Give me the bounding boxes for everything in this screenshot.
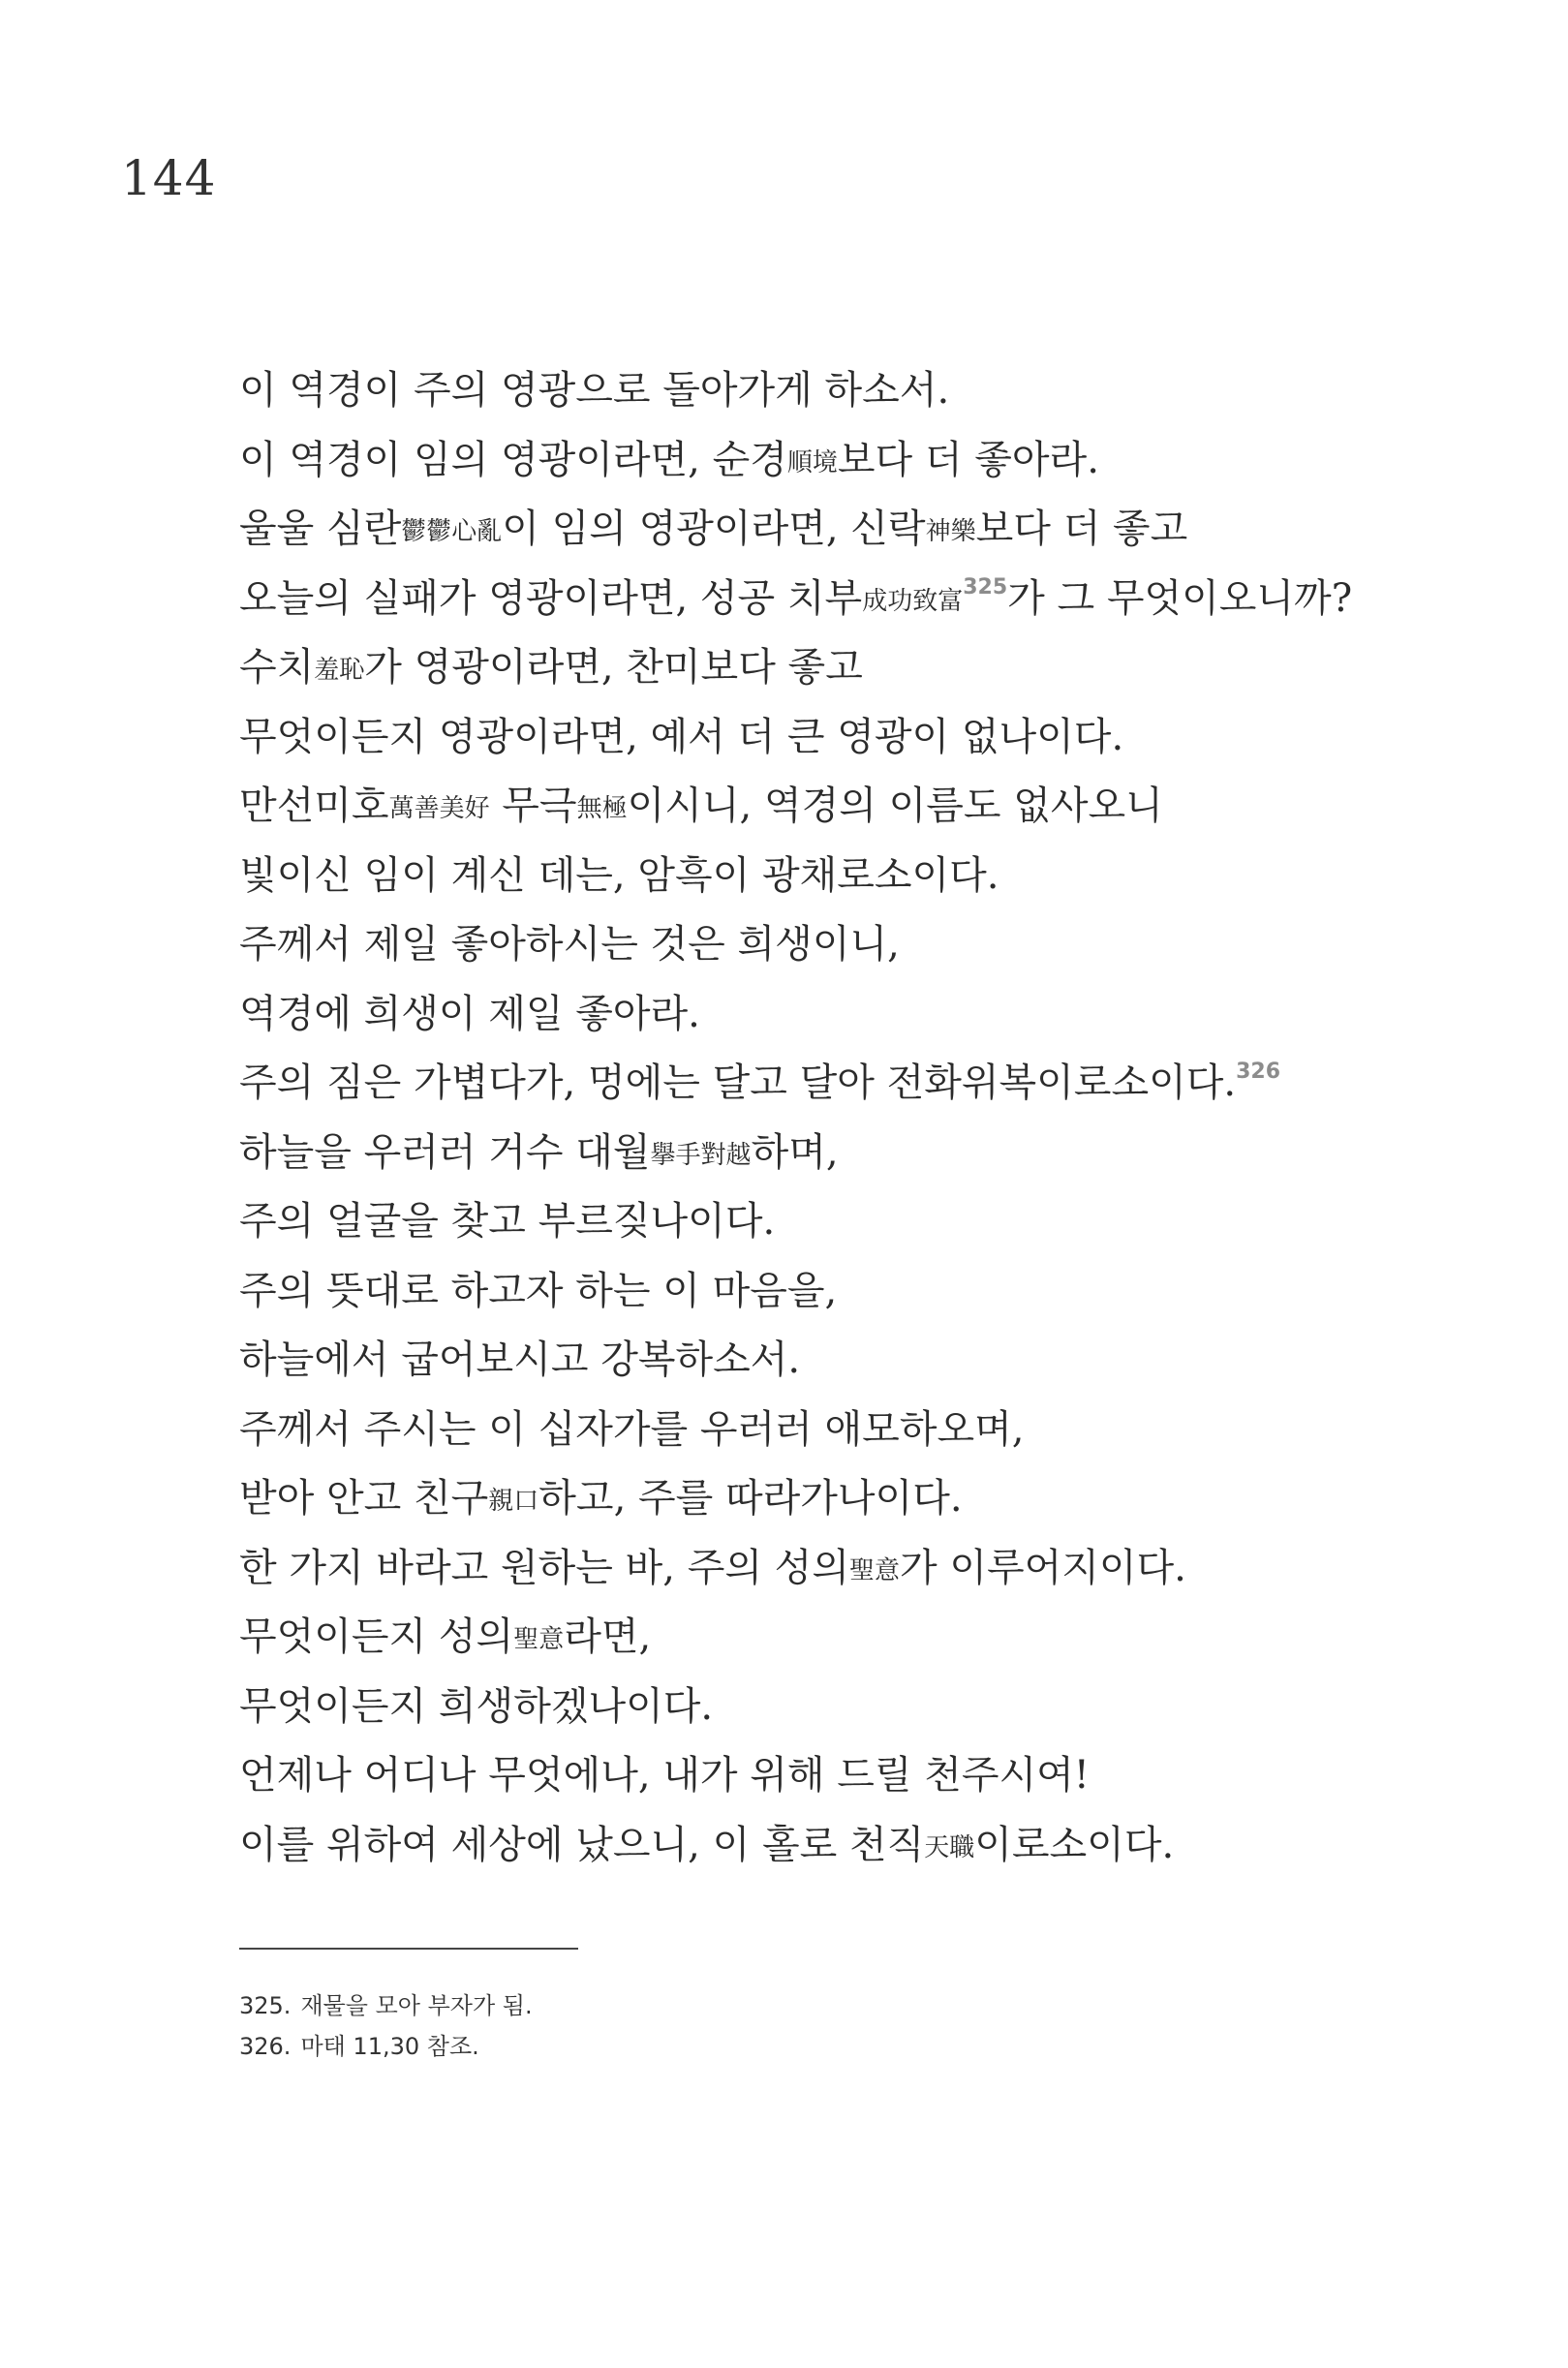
hanja-gloss: 聖意: [848, 1555, 900, 1585]
line-text: 무엇이든지 성의: [239, 1615, 514, 1659]
poem-line: [239, 1811, 1401, 1881]
line-text: 하며,: [751, 1129, 839, 1175]
line-text: 한 가지 바라고 원하는 바, 주의 성의: [239, 1545, 849, 1590]
poem-line: [239, 1396, 1401, 1465]
hanja-gloss: 成功致富: [862, 586, 964, 616]
footnote-text: 마태 11,30 참조.: [300, 2033, 479, 2060]
hanja-gloss: 擧手對越: [650, 1140, 752, 1170]
line-text: 이로소이다.: [974, 1822, 1175, 1867]
line-text: 보다 더 좋아라.: [837, 437, 1099, 482]
line-text: 무극: [489, 784, 577, 828]
poem-line: [239, 910, 1401, 980]
poem-line: [239, 842, 1401, 911]
line-text: 가 이루어지이다.: [899, 1545, 1186, 1590]
poem-line: [239, 565, 1401, 634]
hanja-gloss: 順境: [786, 447, 838, 477]
footnotes: [239, 1985, 533, 2067]
line-text: 주의 뜻대로 하고자 하는 이 마음을,: [239, 1268, 838, 1313]
line-text: 하늘에서 굽어보시고 강복하소서.: [239, 1338, 801, 1382]
poem-line: [239, 495, 1401, 565]
line-text: 주의 짐은 가볍다가, 멍에는 달고 달아 전화위복이로소이다.: [239, 1061, 1237, 1105]
hanja-gloss: 鬱鬱心亂: [401, 517, 503, 546]
line-text: 무엇이든지 희생하겠나이다.: [239, 1683, 714, 1729]
line-text: 보다 더 좋고: [975, 507, 1188, 551]
line-text: 오늘의 실패가 영광이라면, 성공 치부: [239, 575, 863, 621]
line-text: 받아 안고 친구: [239, 1476, 489, 1521]
line-text: 이 역경이 주의 영광으로 돌아가게 하소서.: [239, 368, 950, 413]
line-text: 수치: [239, 645, 315, 690]
poem-line: [239, 1119, 1401, 1188]
line-text: 빛이신 임이 계신 데는, 암흑이 광채로소이다.: [239, 852, 999, 898]
poem-line: [239, 1741, 1401, 1811]
page-number: 144: [121, 150, 217, 206]
poem-line: [239, 1603, 1401, 1673]
hanja-gloss: 聖意: [513, 1625, 565, 1654]
hanja-gloss: 天職: [924, 1832, 975, 1862]
poem-line: [239, 1464, 1401, 1534]
hanja-gloss: 萬善美好: [388, 794, 490, 823]
footnote-divider: [239, 1948, 578, 1950]
footnote-text: 재물을 모아 부자가 됨.: [300, 1992, 533, 2019]
poem-line: [239, 1673, 1401, 1742]
poem-line: [239, 703, 1401, 773]
line-text: 가 그 무엇이오니까?: [1007, 575, 1353, 621]
line-text: 하늘을 우러러 거수 대월: [239, 1129, 651, 1175]
poem-body: [239, 356, 1401, 1880]
poem-line: [239, 1326, 1401, 1396]
line-text: 이시니, 역경의 이름도 없사오니: [627, 784, 1163, 828]
line-text: 울울 심란: [239, 507, 402, 551]
poem-line: [239, 772, 1401, 842]
line-text: 이를 위하여 세상에 났으니, 이 홀로 천직: [239, 1822, 925, 1867]
line-text: 이 역경이 임의 영광이라면, 순경: [239, 437, 787, 482]
line-text: 무엇이든지 영광이라면, 예서 더 큰 영광이 없나이다.: [239, 714, 1124, 759]
hanja-gloss: 神樂: [925, 517, 976, 546]
line-text: 주께서 주시는 이 십자가를 우러러 애모하오며,: [239, 1406, 1025, 1452]
poem-line: [239, 426, 1401, 496]
line-text: 언제나 어디나 무엇에나, 내가 위해 드릴 천주시여!: [239, 1753, 1090, 1798]
poem-line: [239, 980, 1401, 1050]
line-text: 가 영광이라면, 찬미보다 좋고: [364, 645, 863, 690]
poem-line: [239, 356, 1401, 426]
poem-line: [239, 1257, 1401, 1327]
line-text: 주의 얼굴을 찾고 부르짖나이다.: [239, 1199, 776, 1244]
footnote-326: [239, 2026, 533, 2067]
hanja-gloss: 無極: [576, 794, 628, 823]
hanja-gloss: 親口: [488, 1487, 539, 1516]
line-text: 역경에 희생이 제일 좋아라.: [239, 991, 700, 1036]
footnote-number: 326.: [239, 2033, 292, 2060]
footnote-ref-326[interactable]: 326: [1236, 1060, 1281, 1084]
hanja-gloss: 羞恥: [314, 656, 365, 685]
line-text: 하고, 주를 따라가나이다.: [538, 1476, 963, 1521]
footnote-325: [239, 1985, 533, 2026]
line-text: 라면,: [564, 1615, 652, 1659]
line-text: 만선미호: [239, 784, 389, 828]
poem-line: [239, 1534, 1401, 1604]
poem-line: [239, 1049, 1401, 1119]
line-text: 이 임의 영광이라면, 신락: [502, 507, 926, 551]
footnote-number: 325.: [239, 1992, 292, 2019]
line-text: 주께서 제일 좋아하시는 것은 희생이니,: [239, 922, 900, 967]
poem-line: [239, 633, 1401, 703]
poem-line: [239, 1187, 1401, 1257]
footnote-ref-325[interactable]: 325: [963, 574, 1008, 600]
